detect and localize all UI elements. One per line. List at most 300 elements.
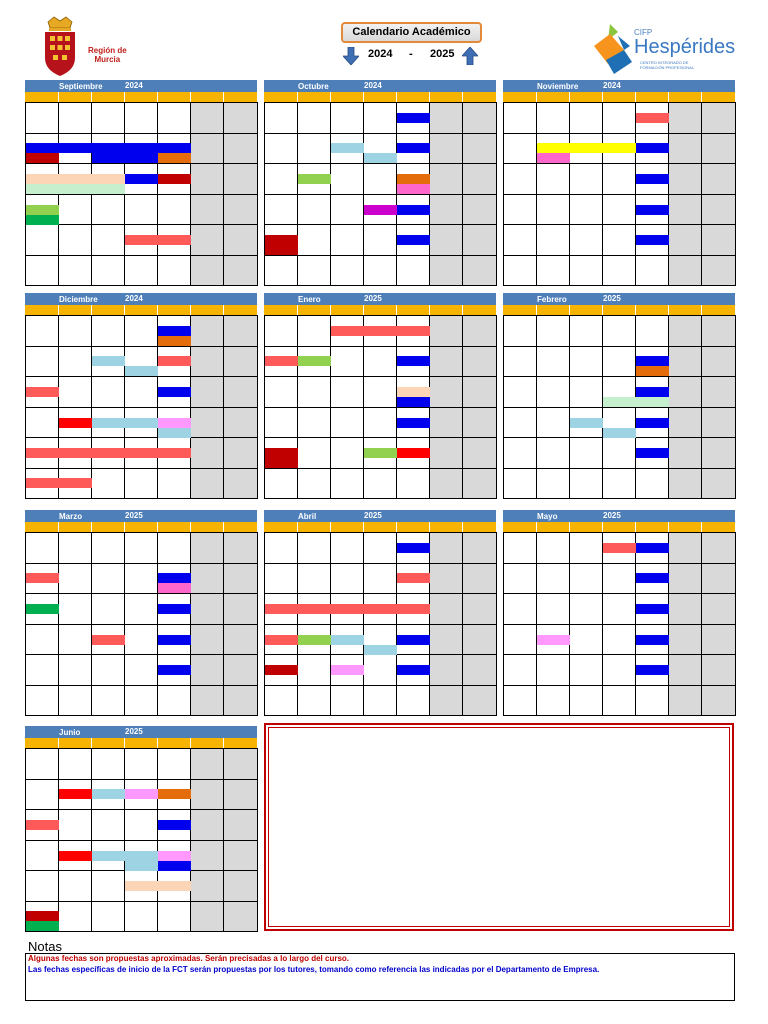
day-cell[interactable] [125,594,158,625]
day-cell[interactable] [59,316,92,347]
weekend-day-cell[interactable] [430,469,463,500]
weekend-day-cell[interactable] [430,103,463,134]
weekend-day-cell[interactable] [702,103,736,134]
day-cell[interactable] [125,625,158,656]
day-cell[interactable] [59,655,92,686]
weekend-day-cell[interactable] [702,686,736,717]
weekend-day-cell[interactable] [191,408,224,439]
weekend-day-cell[interactable] [463,103,497,134]
weekend-day-cell[interactable] [224,377,258,408]
day-cell[interactable] [59,686,92,717]
weekend-day-cell[interactable] [702,134,736,165]
day-cell[interactable] [364,377,397,408]
day-cell[interactable] [158,195,191,226]
weekend-day-cell[interactable] [191,347,224,378]
weekend-day-cell[interactable] [430,134,463,165]
day-cell[interactable] [603,686,636,717]
day-cell[interactable] [158,533,191,564]
weekend-day-cell[interactable] [191,686,224,717]
day-cell[interactable] [537,655,570,686]
day-cell[interactable] [265,408,298,439]
day-cell[interactable] [331,164,364,195]
weekend-day-cell[interactable] [669,408,702,439]
day-cell[interactable] [125,655,158,686]
weekend-day-cell[interactable] [430,625,463,656]
day-cell[interactable] [603,438,636,469]
day-cell[interactable] [397,469,430,500]
day-cell[interactable] [603,469,636,500]
day-cell[interactable] [26,347,59,378]
day-cell[interactable] [636,469,669,500]
day-cell[interactable] [364,256,397,287]
weekend-day-cell[interactable] [702,469,736,500]
day-cell[interactable] [603,347,636,378]
weekend-day-cell[interactable] [224,316,258,347]
day-cell[interactable] [603,316,636,347]
day-cell[interactable] [331,686,364,717]
day-cell[interactable] [364,469,397,500]
weekend-day-cell[interactable] [224,438,258,469]
weekend-day-cell[interactable] [669,533,702,564]
day-cell[interactable] [570,594,603,625]
weekend-day-cell[interactable] [463,564,497,595]
weekend-day-cell[interactable] [669,256,702,287]
day-cell[interactable] [59,377,92,408]
day-cell[interactable] [26,841,59,872]
day-cell[interactable] [504,686,537,717]
day-cell[interactable] [537,564,570,595]
weekend-day-cell[interactable] [669,686,702,717]
weekend-day-cell[interactable] [191,533,224,564]
day-cell[interactable] [570,469,603,500]
day-cell[interactable] [26,408,59,439]
day-cell[interactable] [570,564,603,595]
day-cell[interactable] [603,195,636,226]
day-cell[interactable] [397,686,430,717]
day-cell[interactable] [92,749,125,780]
day-cell[interactable] [125,810,158,841]
weekend-day-cell[interactable] [463,625,497,656]
weekend-day-cell[interactable] [224,871,258,902]
day-cell[interactable] [26,871,59,902]
day-cell[interactable] [570,164,603,195]
day-cell[interactable] [59,810,92,841]
weekend-day-cell[interactable] [224,134,258,165]
day-cell[interactable] [537,256,570,287]
day-cell[interactable] [265,256,298,287]
day-cell[interactable] [92,316,125,347]
day-cell[interactable] [504,377,537,408]
day-cell[interactable] [92,195,125,226]
weekend-day-cell[interactable] [463,164,497,195]
day-cell[interactable] [26,533,59,564]
day-cell[interactable] [570,686,603,717]
day-cell[interactable] [504,533,537,564]
day-cell[interactable] [397,256,430,287]
day-cell[interactable] [364,655,397,686]
weekend-day-cell[interactable] [463,134,497,165]
day-cell[interactable] [537,316,570,347]
day-cell[interactable] [537,225,570,256]
day-cell[interactable] [125,256,158,287]
weekend-day-cell[interactable] [463,195,497,226]
day-cell[interactable] [603,564,636,595]
day-cell[interactable] [59,871,92,902]
day-cell[interactable] [537,438,570,469]
weekend-day-cell[interactable] [463,533,497,564]
day-cell[interactable] [570,438,603,469]
day-cell[interactable] [158,256,191,287]
weekend-day-cell[interactable] [669,377,702,408]
day-cell[interactable] [331,408,364,439]
day-cell[interactable] [537,686,570,717]
day-cell[interactable] [298,438,331,469]
weekend-day-cell[interactable] [702,594,736,625]
day-cell[interactable] [504,594,537,625]
day-cell[interactable] [570,225,603,256]
day-cell[interactable] [298,408,331,439]
weekend-day-cell[interactable] [191,377,224,408]
day-cell[interactable] [265,564,298,595]
day-cell[interactable] [364,408,397,439]
weekend-day-cell[interactable] [224,164,258,195]
day-cell[interactable] [26,316,59,347]
day-cell[interactable] [92,902,125,933]
day-cell[interactable] [570,195,603,226]
weekend-day-cell[interactable] [702,377,736,408]
day-cell[interactable] [265,686,298,717]
day-cell[interactable] [603,225,636,256]
weekend-day-cell[interactable] [702,316,736,347]
day-cell[interactable] [265,134,298,165]
weekend-day-cell[interactable] [669,164,702,195]
day-cell[interactable] [92,225,125,256]
day-cell[interactable] [537,195,570,226]
day-cell[interactable] [59,256,92,287]
weekend-day-cell[interactable] [430,564,463,595]
day-cell[interactable] [504,438,537,469]
day-cell[interactable] [364,164,397,195]
weekend-day-cell[interactable] [669,469,702,500]
weekend-day-cell[interactable] [463,438,497,469]
weekend-day-cell[interactable] [430,533,463,564]
weekend-day-cell[interactable] [463,469,497,500]
weekend-day-cell[interactable] [191,225,224,256]
weekend-day-cell[interactable] [463,377,497,408]
day-cell[interactable] [504,225,537,256]
weekend-day-cell[interactable] [191,438,224,469]
day-cell[interactable] [570,625,603,656]
weekend-day-cell[interactable] [224,902,258,933]
day-cell[interactable] [537,377,570,408]
day-cell[interactable] [26,655,59,686]
day-cell[interactable] [125,533,158,564]
weekend-day-cell[interactable] [463,347,497,378]
day-cell[interactable] [331,195,364,226]
day-cell[interactable] [331,256,364,287]
weekend-day-cell[interactable] [430,195,463,226]
day-cell[interactable] [570,347,603,378]
weekend-day-cell[interactable] [702,533,736,564]
day-cell[interactable] [92,594,125,625]
weekend-day-cell[interactable] [430,438,463,469]
day-cell[interactable] [265,164,298,195]
weekend-day-cell[interactable] [669,103,702,134]
day-cell[interactable] [59,195,92,226]
day-cell[interactable] [570,316,603,347]
day-cell[interactable] [603,625,636,656]
weekend-day-cell[interactable] [224,408,258,439]
day-cell[interactable] [59,347,92,378]
day-cell[interactable] [26,625,59,656]
day-cell[interactable] [26,103,59,134]
day-cell[interactable] [504,195,537,226]
day-cell[interactable] [92,871,125,902]
day-cell[interactable] [92,810,125,841]
day-cell[interactable] [570,103,603,134]
day-cell[interactable] [125,377,158,408]
day-cell[interactable] [364,686,397,717]
weekend-day-cell[interactable] [702,164,736,195]
day-cell[interactable] [298,686,331,717]
weekend-day-cell[interactable] [669,225,702,256]
weekend-day-cell[interactable] [430,655,463,686]
day-cell[interactable] [298,256,331,287]
weekend-day-cell[interactable] [463,655,497,686]
day-cell[interactable] [298,655,331,686]
day-cell[interactable] [125,195,158,226]
weekend-day-cell[interactable] [463,225,497,256]
day-cell[interactable] [504,347,537,378]
day-cell[interactable] [504,469,537,500]
weekend-day-cell[interactable] [702,655,736,686]
weekend-day-cell[interactable] [224,347,258,378]
day-cell[interactable] [298,195,331,226]
day-cell[interactable] [125,103,158,134]
day-cell[interactable] [364,347,397,378]
day-cell[interactable] [59,625,92,656]
weekend-day-cell[interactable] [224,469,258,500]
day-cell[interactable] [59,749,92,780]
day-cell[interactable] [331,377,364,408]
weekend-day-cell[interactable] [669,195,702,226]
day-cell[interactable] [331,564,364,595]
day-cell[interactable] [331,469,364,500]
day-cell[interactable] [537,469,570,500]
day-cell[interactable] [125,749,158,780]
day-cell[interactable] [636,686,669,717]
day-cell[interactable] [265,316,298,347]
day-cell[interactable] [603,103,636,134]
weekend-day-cell[interactable] [191,164,224,195]
day-cell[interactable] [59,594,92,625]
weekend-day-cell[interactable] [224,195,258,226]
day-cell[interactable] [537,533,570,564]
day-cell[interactable] [603,655,636,686]
weekend-day-cell[interactable] [224,564,258,595]
day-cell[interactable] [158,103,191,134]
weekend-day-cell[interactable] [702,564,736,595]
day-cell[interactable] [26,780,59,811]
day-cell[interactable] [298,134,331,165]
weekend-day-cell[interactable] [702,256,736,287]
weekend-day-cell[interactable] [224,594,258,625]
weekend-day-cell[interactable] [191,469,224,500]
day-cell[interactable] [331,225,364,256]
weekend-day-cell[interactable] [224,225,258,256]
weekend-day-cell[interactable] [430,347,463,378]
next-year-arrow-icon[interactable] [462,47,478,70]
day-cell[interactable] [125,902,158,933]
day-cell[interactable] [92,533,125,564]
weekend-day-cell[interactable] [669,594,702,625]
weekend-day-cell[interactable] [702,625,736,656]
weekend-day-cell[interactable] [430,256,463,287]
weekend-day-cell[interactable] [191,103,224,134]
weekend-day-cell[interactable] [224,841,258,872]
weekend-day-cell[interactable] [430,408,463,439]
weekend-day-cell[interactable] [191,841,224,872]
day-cell[interactable] [331,533,364,564]
weekend-day-cell[interactable] [191,195,224,226]
weekend-day-cell[interactable] [191,871,224,902]
day-cell[interactable] [636,256,669,287]
weekend-day-cell[interactable] [191,810,224,841]
day-cell[interactable] [364,564,397,595]
weekend-day-cell[interactable] [669,625,702,656]
day-cell[interactable] [537,408,570,439]
day-cell[interactable] [158,686,191,717]
weekend-day-cell[interactable] [430,686,463,717]
weekend-day-cell[interactable] [224,533,258,564]
weekend-day-cell[interactable] [430,225,463,256]
day-cell[interactable] [265,533,298,564]
day-cell[interactable] [504,134,537,165]
day-cell[interactable] [26,686,59,717]
weekend-day-cell[interactable] [669,438,702,469]
weekend-day-cell[interactable] [224,655,258,686]
day-cell[interactable] [504,316,537,347]
day-cell[interactable] [537,103,570,134]
weekend-day-cell[interactable] [669,134,702,165]
day-cell[interactable] [265,103,298,134]
weekend-day-cell[interactable] [191,780,224,811]
day-cell[interactable] [298,377,331,408]
weekend-day-cell[interactable] [463,408,497,439]
weekend-day-cell[interactable] [669,347,702,378]
weekend-day-cell[interactable] [191,134,224,165]
weekend-day-cell[interactable] [191,316,224,347]
weekend-day-cell[interactable] [702,408,736,439]
weekend-day-cell[interactable] [224,780,258,811]
day-cell[interactable] [125,564,158,595]
day-cell[interactable] [92,103,125,134]
day-cell[interactable] [603,256,636,287]
day-cell[interactable] [504,164,537,195]
weekend-day-cell[interactable] [224,686,258,717]
weekend-day-cell[interactable] [430,377,463,408]
day-cell[interactable] [265,195,298,226]
day-cell[interactable] [92,256,125,287]
day-cell[interactable] [59,103,92,134]
day-cell[interactable] [125,469,158,500]
weekend-day-cell[interactable] [463,594,497,625]
day-cell[interactable] [504,655,537,686]
day-cell[interactable] [570,655,603,686]
day-cell[interactable] [92,686,125,717]
weekend-day-cell[interactable] [702,195,736,226]
day-cell[interactable] [504,564,537,595]
day-cell[interactable] [603,594,636,625]
weekend-day-cell[interactable] [702,225,736,256]
weekend-day-cell[interactable] [224,749,258,780]
day-cell[interactable] [59,902,92,933]
day-cell[interactable] [125,316,158,347]
day-cell[interactable] [26,225,59,256]
day-cell[interactable] [59,533,92,564]
day-cell[interactable] [59,225,92,256]
day-cell[interactable] [364,533,397,564]
weekend-day-cell[interactable] [669,564,702,595]
weekend-day-cell[interactable] [191,655,224,686]
day-cell[interactable] [92,469,125,500]
day-cell[interactable] [125,686,158,717]
day-cell[interactable] [331,347,364,378]
day-cell[interactable] [298,103,331,134]
weekend-day-cell[interactable] [669,316,702,347]
day-cell[interactable] [298,533,331,564]
weekend-day-cell[interactable] [191,594,224,625]
day-cell[interactable] [298,469,331,500]
weekend-day-cell[interactable] [191,564,224,595]
day-cell[interactable] [331,438,364,469]
day-cell[interactable] [158,902,191,933]
day-cell[interactable] [537,347,570,378]
day-cell[interactable] [92,655,125,686]
day-cell[interactable] [59,564,92,595]
weekend-day-cell[interactable] [463,316,497,347]
day-cell[interactable] [26,256,59,287]
previous-year-arrow-icon[interactable] [343,47,359,70]
weekend-day-cell[interactable] [191,256,224,287]
day-cell[interactable] [570,256,603,287]
day-cell[interactable] [158,469,191,500]
weekend-day-cell[interactable] [191,749,224,780]
day-cell[interactable] [298,564,331,595]
day-cell[interactable] [92,377,125,408]
weekend-day-cell[interactable] [463,686,497,717]
day-cell[interactable] [636,316,669,347]
day-cell[interactable] [504,103,537,134]
weekend-day-cell[interactable] [224,810,258,841]
day-cell[interactable] [504,408,537,439]
weekend-day-cell[interactable] [430,594,463,625]
day-cell[interactable] [298,316,331,347]
day-cell[interactable] [504,625,537,656]
day-cell[interactable] [537,594,570,625]
day-cell[interactable] [537,164,570,195]
weekend-day-cell[interactable] [224,103,258,134]
weekend-day-cell[interactable] [224,625,258,656]
day-cell[interactable] [603,164,636,195]
day-cell[interactable] [364,225,397,256]
day-cell[interactable] [158,749,191,780]
day-cell[interactable] [364,103,397,134]
weekend-day-cell[interactable] [430,316,463,347]
weekend-day-cell[interactable] [669,655,702,686]
day-cell[interactable] [265,377,298,408]
day-cell[interactable] [331,103,364,134]
